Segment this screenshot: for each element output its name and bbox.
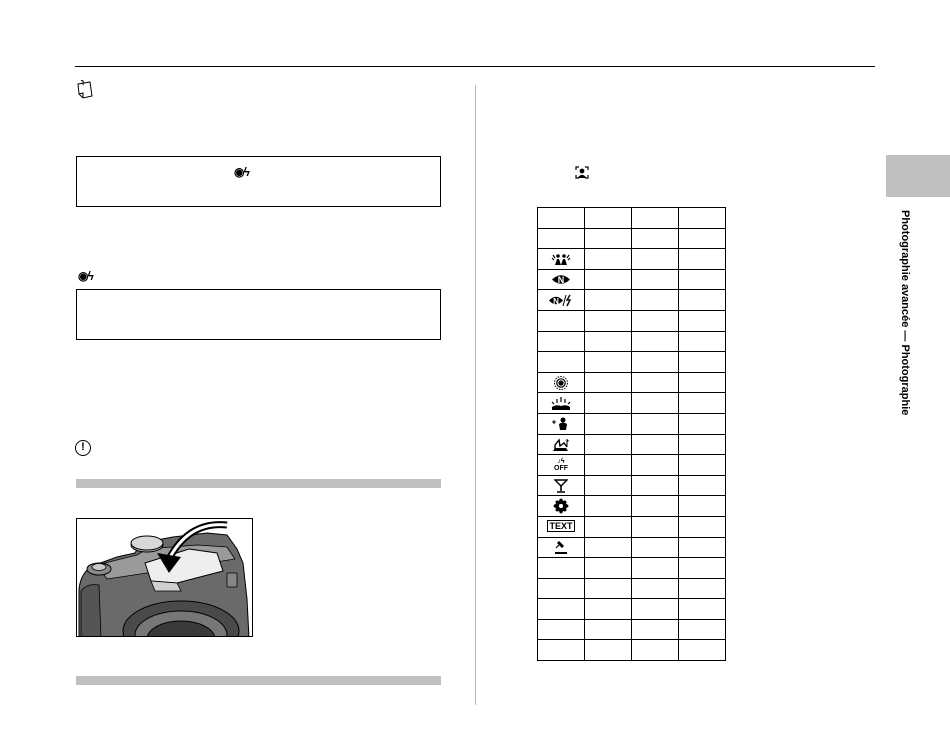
table-cell [585,331,632,352]
table-cell [632,413,679,434]
table-row [538,310,726,331]
table-cell [585,599,632,620]
table-cell [585,537,632,558]
natural-light-flash-icon [538,294,584,307]
table-cell [585,434,632,455]
table-cell [538,619,585,640]
table-cell [538,372,585,393]
auction-icon [538,540,584,555]
table-row [538,578,726,599]
camera-illustration [76,518,253,637]
table-cell [632,516,679,537]
table-cell [632,208,679,229]
natural-light-icon [538,273,584,286]
table-cell [538,599,585,620]
table-cell [679,475,726,496]
table-row [538,393,726,414]
table-cell [585,208,632,229]
table-cell [679,434,726,455]
table-cell [538,434,585,455]
table-row [538,640,726,661]
table-row [538,290,726,311]
table-cell [585,269,632,290]
table-row [538,434,726,455]
table-row [538,496,726,517]
table-cell [585,455,632,476]
table-cell [632,496,679,517]
table-row [538,516,726,537]
table-cell [632,352,679,373]
table-cell [679,290,726,311]
table-cell [585,619,632,640]
section-bar [76,479,441,488]
table-cell [538,516,585,537]
table-cell [632,455,679,476]
table-cell [538,475,585,496]
table-cell [538,269,585,290]
table-cell [632,558,679,579]
table-cell [632,331,679,352]
table-cell [538,249,585,270]
section-bar [76,676,441,685]
svg-text:N: N [553,296,559,306]
warning-icon: ! [75,440,91,456]
table-cell [538,228,585,249]
table-cell [632,619,679,640]
party-icon [538,478,584,493]
table-cell [585,558,632,579]
table-row [538,619,726,640]
compatibility-table [537,207,726,661]
red-eye-flash-icon: ◉ϟ [78,269,93,283]
table-cell [679,352,726,373]
table-cell [679,372,726,393]
table-cell [538,578,585,599]
table-cell [632,475,679,496]
table-cell [632,393,679,414]
table-cell [538,496,585,517]
table-cell [679,516,726,537]
table-cell [632,290,679,311]
table-cell [632,372,679,393]
table-cell [632,578,679,599]
red-eye-flash-icon: ◉ϟ [234,165,249,179]
table-row [538,269,726,290]
camera-flash-popup-illustration [77,519,253,637]
table-row [538,558,726,579]
table-cell [538,393,585,414]
table-cell [632,640,679,661]
table-cell [538,537,585,558]
snow-icon [538,416,584,431]
table-cell [679,331,726,352]
table-cell [585,413,632,434]
table-cell [679,619,726,640]
table-cell [679,496,726,517]
table-cell [632,434,679,455]
table-cell [538,455,585,476]
table-cell [679,578,726,599]
table-cell [679,228,726,249]
memo-icon [75,79,95,101]
table-cell [538,413,585,434]
table-cell [585,249,632,270]
table-row [538,331,726,352]
portrait-icon [575,166,589,179]
table-row [538,475,726,496]
table-cell [585,352,632,373]
table-cell [538,290,585,311]
table-row [538,228,726,249]
crowd-icon [538,252,584,266]
table-cell [679,208,726,229]
beach-icon [538,396,584,411]
table-cell [538,640,585,661]
table-cell [538,352,585,373]
table-cell [679,310,726,331]
note-box-1 [76,156,441,207]
chapter-title: Photographie avancée — Photographie [899,210,911,416]
table-row [538,455,726,476]
table-cell [585,228,632,249]
table-cell [585,475,632,496]
table-cell [585,372,632,393]
table-cell [679,269,726,290]
flash-off-note-icon: ♪ϟ OFF [554,457,568,472]
table-cell [679,558,726,579]
table-row [538,413,726,434]
text-icon: TEXT [549,521,573,532]
top-rule [75,66,875,67]
table-cell [679,249,726,270]
table-cell [632,310,679,331]
table-row [538,352,726,373]
table-cell [679,640,726,661]
sport-icon [538,437,584,452]
table-cell [585,393,632,414]
svg-text:N: N [557,275,565,286]
table-cell [632,599,679,620]
table-cell [632,228,679,249]
table-row [538,249,726,270]
table-cell [679,599,726,620]
table-cell [632,249,679,270]
table-cell [679,455,726,476]
sunset-icon [538,375,584,391]
table-cell [632,537,679,558]
table-row [538,599,726,620]
note-box-2 [76,289,441,340]
table-cell [585,496,632,517]
table-cell [538,208,585,229]
column-divider [475,85,476,705]
table-cell [585,290,632,311]
table-row [538,372,726,393]
table-cell [585,310,632,331]
table-cell [679,393,726,414]
flower-icon [538,498,584,514]
table-cell [585,578,632,599]
table-row [538,537,726,558]
table-cell [538,331,585,352]
table-cell [585,516,632,537]
table-cell [538,558,585,579]
table-cell [632,269,679,290]
table-cell [679,537,726,558]
table-cell [679,413,726,434]
table-cell [538,310,585,331]
table-row [538,208,726,229]
table-cell [585,640,632,661]
chapter-tab [886,155,950,197]
